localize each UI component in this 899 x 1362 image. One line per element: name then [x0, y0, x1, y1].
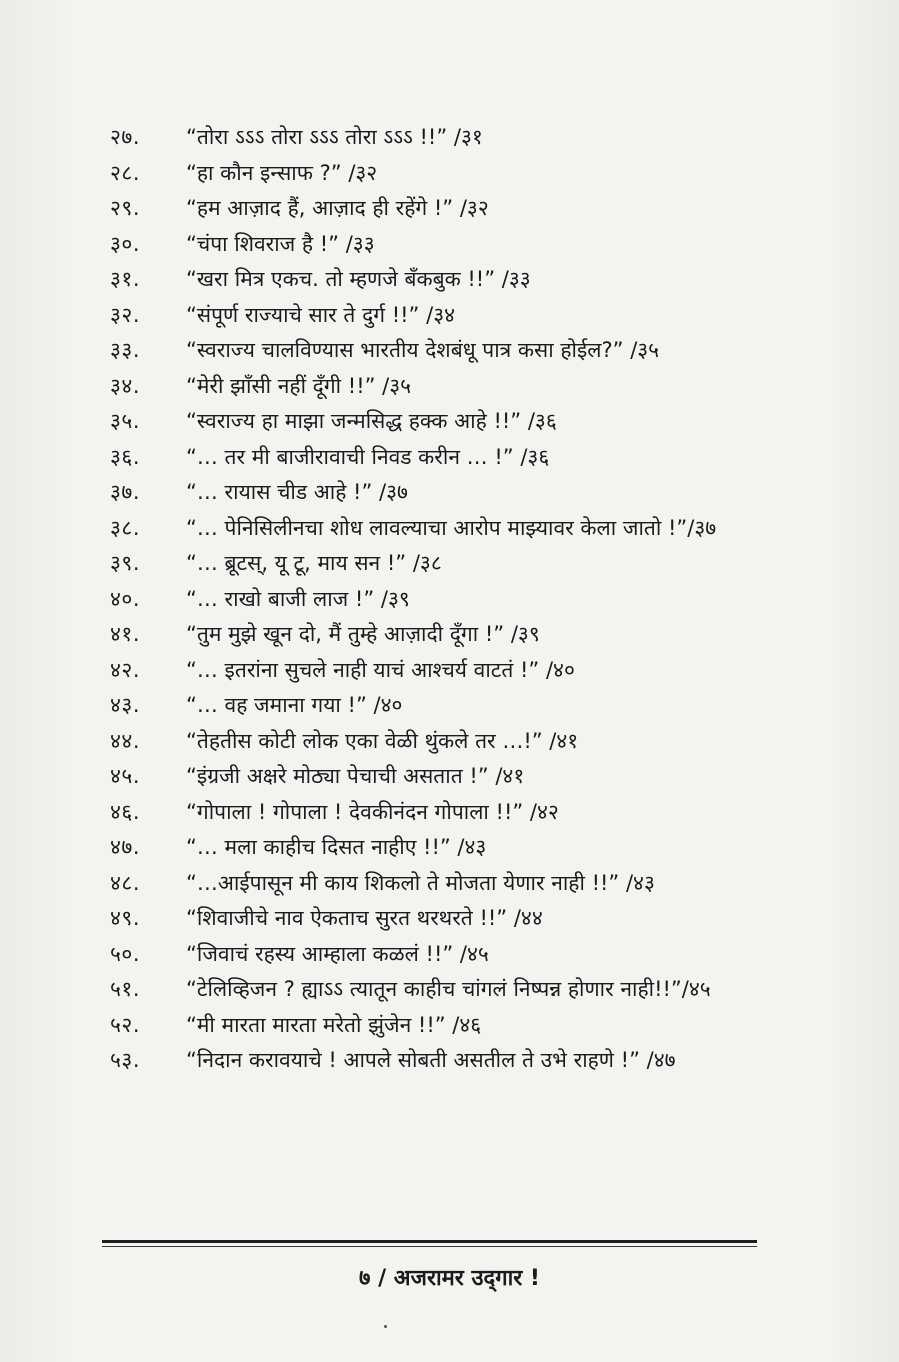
entry-number: ३३. — [110, 338, 141, 362]
list-item — [110, 759, 790, 795]
page-footer: ७ / अजरामर उद्‌गार ! — [359, 1266, 540, 1291]
list-item — [110, 617, 790, 653]
entry-number: ४८. — [110, 870, 141, 895]
entry-text: “इंग्रजी अक्षरे मोठ्या पेचाची असतात !” /४१ — [186, 764, 525, 788]
list-item — [110, 511, 790, 547]
entry-number: ४६. — [110, 799, 141, 824]
entry-number: ५३. — [110, 1048, 141, 1072]
list-item — [110, 475, 790, 511]
entry-text: “तुम मुझे खून दो, मैं तुम्हे आज़ादी दूँगा !” /३९ — [186, 622, 540, 646]
list-item — [110, 937, 790, 973]
footer-divider-thin — [102, 1246, 757, 1247]
entry-text: “… राखो बाजी लाज !” /३९ — [186, 586, 410, 611]
entry-text: “हम आज़ाद हैं, आज़ाद ही रहेंगे !” /३२ — [186, 196, 489, 220]
entry-number: ३२. — [110, 302, 141, 327]
list-item — [110, 227, 790, 263]
entry-number: ४५. — [110, 764, 141, 788]
list-item — [110, 830, 790, 866]
entry-number: २९. — [110, 196, 141, 220]
entry-number: ४०. — [110, 586, 141, 611]
list-item — [110, 724, 790, 760]
entry-number: २८. — [110, 160, 141, 185]
entry-number: ५२. — [110, 1012, 141, 1037]
list-item — [110, 369, 790, 405]
list-item — [110, 688, 790, 724]
entry-number: ४९. — [110, 906, 141, 930]
list-item — [110, 440, 790, 476]
entry-text: “खरा मित्र एकच. तो म्हणजे बँकबुक !!” /३३ — [186, 267, 531, 291]
entry-number: ५०. — [110, 941, 141, 966]
entry-number: ४१. — [110, 622, 141, 646]
list-item — [110, 262, 790, 298]
entry-number: ३०. — [110, 231, 141, 256]
entry-text: “… पेनिसिलीनचा शोध लावल्याचा आरोप माझ्यावर केला जातो !”/३७ — [186, 515, 717, 540]
list-item — [110, 582, 790, 618]
entry-text: “संपूर्ण राज्याचे सार ते दुर्ग !!” /३४ — [186, 302, 456, 327]
entry-number: ४२. — [110, 657, 141, 682]
entry-number: २७. — [110, 125, 141, 149]
list-item — [110, 1008, 790, 1044]
entry-number: ३८. — [110, 515, 141, 540]
list-item — [110, 972, 790, 1008]
list-item — [110, 795, 790, 831]
entry-number: ४७. — [110, 835, 141, 859]
list-item — [110, 1043, 790, 1079]
entry-number: ३६. — [110, 444, 141, 469]
entry-text: “मेरी झाँसी नहीं दूँगी !!” /३५ — [186, 373, 412, 398]
entry-text: “… तर मी बाजीरावाची निवड करीन … !” /३६ — [186, 444, 550, 469]
entry-text: “टेलिव्हिजन ? ह्याऽऽ त्यातून काहीच चांगलं निष्पन्न होणार नाही!!”/४५ — [186, 977, 711, 1001]
entry-text: “शिवाजीचे नाव ऐकताच सुरत थरथरते !!” /४४ — [186, 906, 543, 930]
entry-number: ५१. — [110, 977, 141, 1001]
list-item — [110, 298, 790, 334]
ink-speck — [384, 1325, 387, 1328]
entry-number: ४३. — [110, 693, 141, 717]
list-item — [110, 333, 790, 369]
list-item — [110, 546, 790, 582]
entry-text: “मी मारता मारता मरेतो झुंजेन !!” /४६ — [186, 1012, 482, 1037]
entry-number: ३५. — [110, 409, 141, 433]
contents-list — [110, 120, 790, 1079]
list-item — [110, 404, 790, 440]
entry-text: “चंपा शिवराज है !” /३३ — [186, 231, 375, 256]
entry-text: “जिवाचं रहस्य आम्हाला कळलं !!” /४५ — [186, 941, 489, 966]
entry-text: “… वह जमाना गया !” /४० — [186, 693, 403, 717]
entry-text: “तोरा ऽऽऽ तोरा ऽऽऽ तोरा ऽऽऽ !!” /३१ — [186, 125, 483, 149]
entry-text: “हा कौन इन्साफ ?” /३२ — [186, 160, 378, 185]
entry-number: ३९. — [110, 551, 141, 575]
footer-divider — [102, 1240, 757, 1243]
entry-text: “… मला काहीच दिसत नाहीए !!” /४३ — [186, 835, 487, 859]
entry-text: “स्वराज्य चालविण्यास भारतीय देशबंधू पात्र कसा होईल?” /३५ — [186, 338, 660, 362]
entry-text: “… रायास चीड आहे !” /३७ — [186, 480, 408, 504]
list-item — [110, 120, 790, 156]
list-item — [110, 901, 790, 937]
entry-text: “…आईपासून मी काय शिकलो ते मोजता येणार नाही !!” /४३ — [186, 870, 655, 895]
entry-text: “… ब्रूटस्, यू टू, माय सन !” /३८ — [186, 551, 442, 575]
entry-text: “निदान करावयाचे ! आपले सोबती असतील ते उभे राहणे !” /४७ — [186, 1048, 676, 1072]
entry-number: ३४. — [110, 373, 141, 398]
entry-number: ३७. — [110, 480, 141, 504]
entry-number: ३१. — [110, 267, 141, 291]
list-item — [110, 191, 790, 227]
entry-text: “तेहतीस कोटी लोक एका वेळी थुंकले तर …!” /४१ — [186, 728, 579, 753]
list-item — [110, 156, 790, 192]
entry-text: “स्वराज्य हा माझा जन्मसिद्ध हक्क आहे !!” /३६ — [186, 409, 557, 433]
entry-text: “… इतरांना सुचले नाही याचं आश्चर्य वाटतं !” /४० — [186, 657, 575, 682]
entry-text: “गोपाला ! गोपाला ! देवकीनंदन गोपाला !!” /४२ — [186, 799, 559, 824]
list-item — [110, 653, 790, 689]
list-item — [110, 866, 790, 902]
entry-number: ४४. — [110, 728, 141, 753]
